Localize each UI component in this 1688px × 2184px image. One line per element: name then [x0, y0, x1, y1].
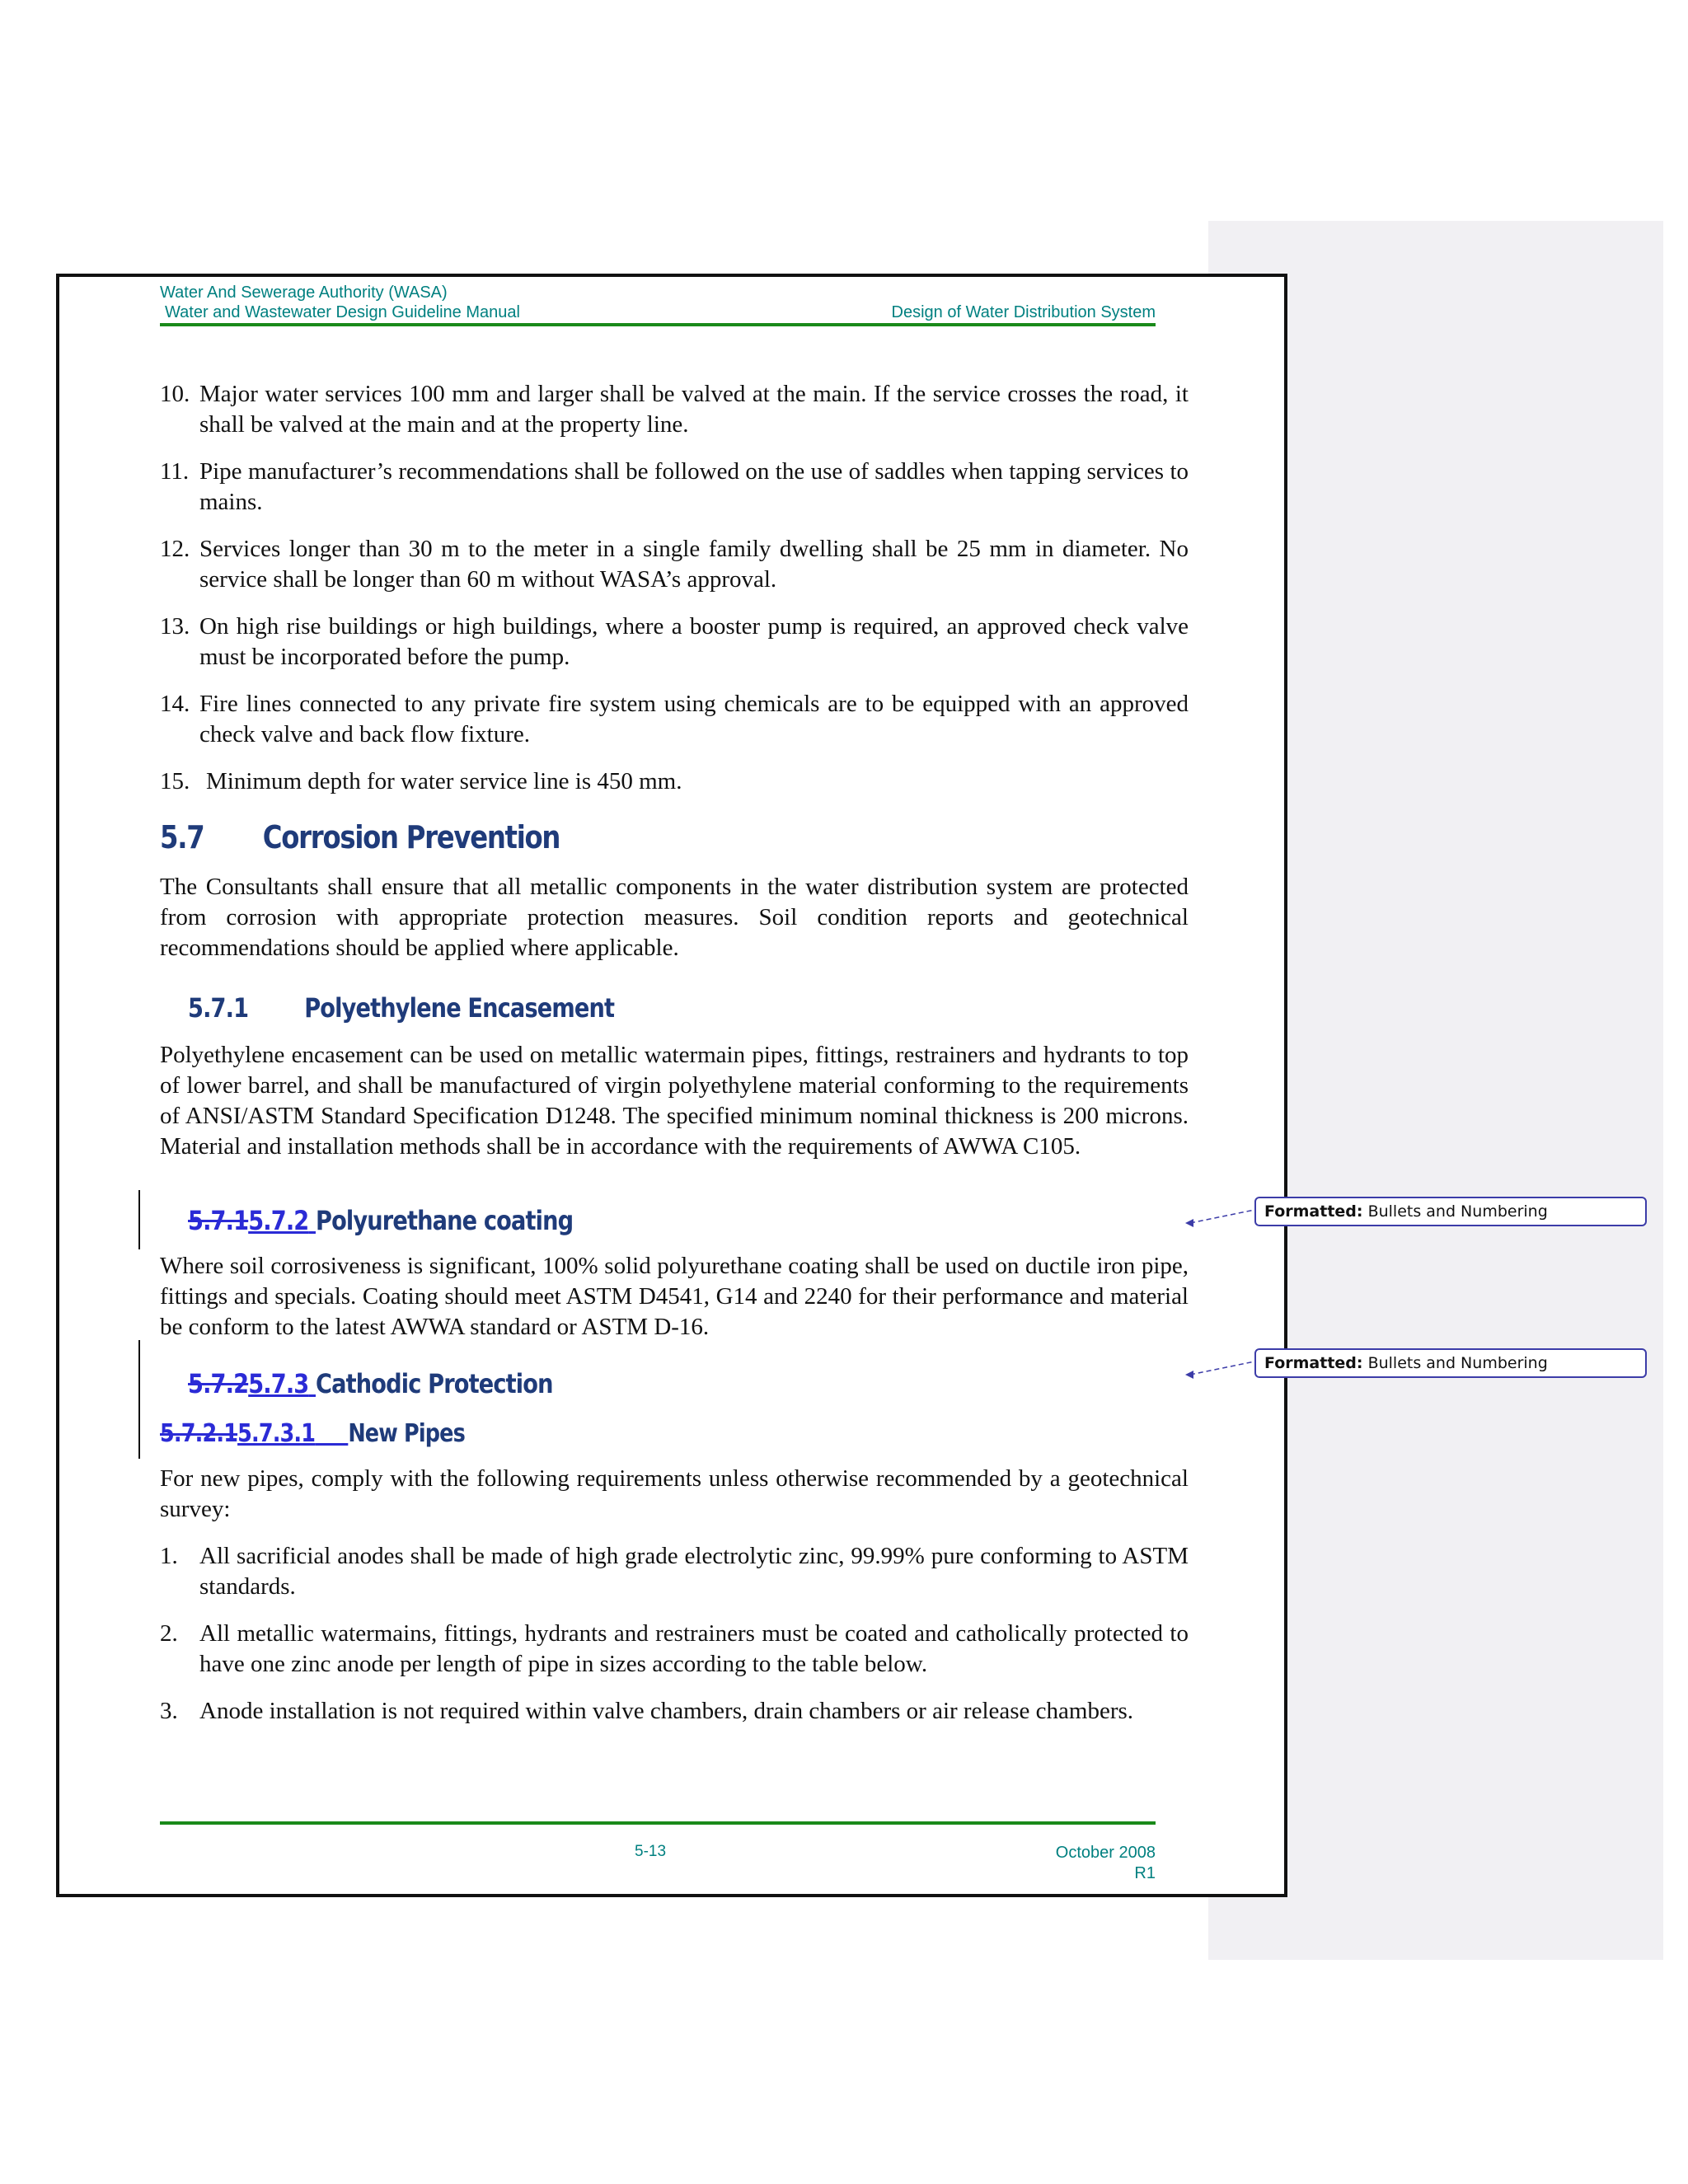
- list-item: 12. Services longer than 30 m to the meter in a single family dwelling shall be 25 mm in diameter. No service shall be longer than 60 m without WASA’s approval.: [160, 536, 1189, 593]
- footer-date: October 2008: [1055, 1844, 1156, 1862]
- list-item: 15. Minimum depth for water service line is 450 mm.: [160, 768, 682, 794]
- list-item: 3. Anode installation is not required within valve chambers, drain chambers or air release chambers.: [160, 1698, 1134, 1724]
- footer-revision: R1: [1134, 1864, 1156, 1882]
- section-5-7-3-1-text: For new pipes, comply with the following requirements unless otherwise recommended by a geotechnical survey:: [160, 1465, 1189, 1522]
- list-item: 1. All sacrificial anodes shall be made of high grade electrolytic zinc, 99.99% pure conforming to ASTM standards.: [160, 1543, 1189, 1600]
- section-5-7-1-text: Polyethylene encasement can be used on metallic watermain pipes, fittings, restrainers and hydrants to top of lower barrel, and shall be manufactured of virgin polyethylene material conforming to the requirements of ANSI/ASTM Standard Specification D1248. The specified minimum nominal thickness is 200 microns. Material and installation methods shall be in accordance with the requirements of AWWA C105.: [160, 1042, 1189, 1160]
- list-item: 14. Fire lines connected to any private fire system using chemicals are to be equipped with an approved check valve and back flow fixture.: [160, 691, 1189, 748]
- section-5-7-text: The Consultants shall ensure that all metallic components in the water distribution system are protected from corrosion with appropriate protection measures. Soil condition reports and geotechnical recommendations should be applied where applicable.: [160, 874, 1189, 961]
- page-number: 5-13: [635, 1843, 667, 1860]
- list-item: 11. Pipe manufacturer’s recommendations shall be followed on the use of saddles when tapping services to mains.: [160, 458, 1189, 515]
- section-heading-5-7-3: 5.7.25.7.3 Cathodic Protection: [188, 1368, 553, 1399]
- comment-anchor: [1185, 1219, 1193, 1227]
- comment-anchor: [1185, 1371, 1193, 1379]
- list-item: 2. All metallic watermains, fittings, hydrants and restrainers must be coated and catholically protected to have one zinc anode per length of pipe in sizes according to the table below.: [160, 1620, 1189, 1677]
- header-organization: Water And Sewerage Authority (WASA): [160, 284, 448, 302]
- comment-balloon[interactable]: Formatted: Bullets and Numbering: [1254, 1348, 1647, 1378]
- list-item: 13. On high rise buildings or high buildings, where a booster pump is required, an approved check valve must be incorporated before the pump.: [160, 613, 1189, 670]
- section-heading-5-7: 5.7 Corrosion Prevention: [160, 819, 560, 855]
- comment-connector: [1190, 1361, 1254, 1375]
- comment-balloon[interactable]: Formatted: Bullets and Numbering: [1254, 1197, 1647, 1226]
- header-chapter: Design of Water Distribution System: [891, 303, 1156, 321]
- header-manual: Water and Wastewater Design Guideline Manual: [165, 303, 520, 321]
- section-5-7-2-text: Where soil corrosiveness is significant, 100% solid polyurethane coating shall be used on ductile iron pipe, fittings and specials. Coating should meet ASTM D4541, G14 and 2240 for their performance and material be conform to the latest AWWA standard or ASTM D-16.: [160, 1253, 1189, 1340]
- section-heading-5-7-1: 5.7.1 Polyethylene Encasement: [188, 992, 615, 1024]
- comment-connector: [1190, 1210, 1254, 1223]
- section-heading-5-7-3-1: 5.7.2.15.7.3.1 New Pipes: [160, 1419, 465, 1448]
- list-item: 10. Major water services 100 mm and larger shall be valved at the main. If the service crosses the road, it shall be valved at the main and at the property line.: [160, 381, 1189, 438]
- section-heading-5-7-2: 5.7.15.7.2 Polyurethane coating: [188, 1205, 574, 1236]
